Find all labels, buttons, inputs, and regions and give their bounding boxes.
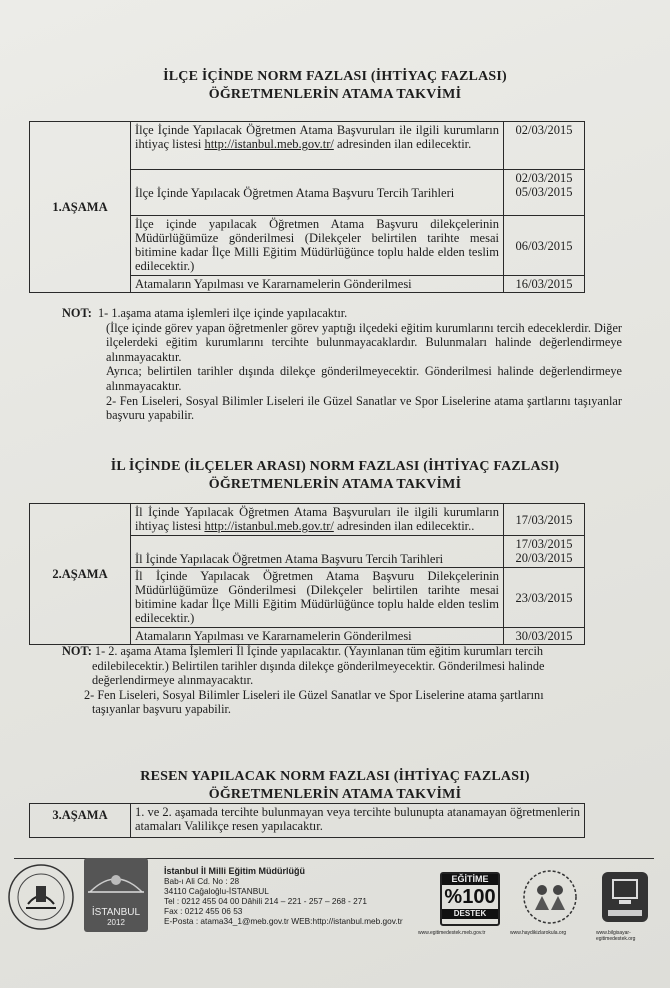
phase-2-row-4-date: 30/03/2015 [504, 628, 585, 645]
istanbul-2012-logo [84, 858, 148, 932]
haydi-kizlar-okula-logo [515, 868, 585, 926]
note-1-detail: (İlçe içinde görev yapan öğretmenler görev yaptığı ilçedeki eğitim kurumlarını tercih edeceklerdir. Diğer ilçelerdeki eğitim kurumlarını tercihte bulunmayacaklardır. Bulunmaları halinde değerlendirmeye alınmayacaktır. [106, 320, 622, 364]
istanbul-year: 2012 [107, 918, 125, 927]
footer-tel: Tel : 0212 455 04 00 Dâhili 214 – 221 - 257 – 268 - 271 [164, 896, 367, 906]
note-1-extra: Ayrıca; belirtilen tarihler dışında dilekçe gönderilmeyecektir. Gönderilmesi halinde değerlendirmeye alınmayacaktır. [106, 364, 622, 393]
section-1-title-line1: İLÇE İÇİNDE NORM FAZLASI (İHTİYAÇ FAZLASI) [163, 69, 507, 84]
phase-1-row-2-date [504, 170, 585, 216]
footer-address-2: 34110 Cağaloğlu-İSTANBUL [164, 886, 269, 896]
computer-icon [602, 872, 648, 922]
desc-text: adresinden ilan edilecektir. [333, 137, 472, 151]
meb-seal-logo [6, 862, 76, 932]
meb-link[interactable]: http://istanbul.meb.gov.tr/ [204, 137, 334, 151]
footer-email-web: E-Posta : atama34_1@meb.gov.tr WEB:http://istanbul.meb.gov.tr [164, 916, 403, 926]
footer-fax: Fax : 0212 455 06 53 [164, 906, 243, 916]
phase-2-table [29, 503, 585, 645]
phase-3-desc: 1. ve 2. aşamada tercihte bulunmayan veya tercihte bulunupta atanamayan öğretmenlerin atamaları Valilikçe resen yapılacaktır. [131, 804, 585, 838]
phase-2-row-3-date: 23/03/2015 [504, 568, 585, 628]
phase-1-row-3-date: 06/03/2015 [504, 216, 585, 276]
note-1: 1- 2. aşama Atama İşlemleri İl İçinde yapılacaktır. (Yayınlanan tüm eğitim kurumları tercih edilebilecektir.) Belirtilen tarihler dışında dilekçe gönderilmeyecektir. Gönderilmesi halinde değerlendirmeye alınmayacaktır. [92, 644, 545, 688]
footer-contact-info [164, 866, 403, 926]
section-2-title-line2: ÖĞRETMENLERİN ATAMA TAKVİMİ [208, 477, 462, 492]
phase-3-table [29, 803, 585, 838]
percent-text: %100 [444, 886, 496, 908]
phase-1-row-1-desc [131, 122, 504, 170]
phase-2-label: 2.AŞAMA [30, 504, 131, 645]
destek-text: DESTEK [442, 909, 498, 919]
egitime-text: EĞİTİME [442, 874, 498, 885]
phase-2-row-3-desc: İl İçinde Yapılacak Öğretmen Atama Başvuru Dilekçelerinin Müdürlüğümüze Gönderilmesi (Dilekçeler belirtilen tarihte mesai bitimine kadar İlçe Milli Eğitim Müdürlüğünce toplu halde elden teslim edilecektir.) [131, 568, 504, 628]
phase-1-row-1-date: 02/03/2015 [504, 122, 585, 170]
desc-text: İl İçinde Yapılacak Öğretmen Atama Başvuruları ile ilgili kurumların ihtiyaç listesi [135, 505, 499, 533]
phase-1-label: 1.AŞAMA [30, 122, 131, 293]
footer-address-1: Bab-ı Ali Cd. No : 28 [164, 876, 240, 886]
meb-link[interactable]: http://istanbul.meb.gov.tr/ [204, 519, 334, 533]
url-haydikizlar: www.haydikizlarokula.org [510, 930, 567, 936]
phase-1-row-4-desc: Atamaların Yapılması ve Kararnamelerin Gönderilmesi [131, 276, 504, 293]
phase-2-row-4-desc: Atamaların Yapılması ve Kararnamelerin Gönderilmesi [131, 628, 504, 645]
phase-2-row-2-desc: İl İçinde Yapılacak Öğretmen Atama Başvuru Tercih Tarihleri [131, 536, 504, 568]
phase-2-notes [62, 644, 562, 717]
date-end: 20/03/2015 [515, 551, 573, 565]
phase-3-label: 3.AŞAMA [30, 804, 131, 838]
bridge-icon [84, 858, 148, 902]
section-1-title-line2: ÖĞRETMENLERİN ATAMA TAKVİMİ [208, 87, 462, 102]
note-label: NOT: [62, 644, 92, 658]
phase-2-row-1-date: 17/03/2015 [504, 504, 585, 536]
phase-2-row-1-desc [131, 504, 504, 536]
egitime-destek-logo [440, 872, 500, 926]
date-start: 17/03/2015 [515, 537, 573, 551]
section-3-title-line1: RESEN YAPILACAK NORM FAZLASI (İHTİYAÇ FAZLASI) [140, 769, 530, 784]
phase-1-table [29, 121, 585, 293]
date-end: 05/03/2015 [515, 185, 573, 199]
note-1: 1- 1.aşama atama işlemleri ilçe içinde yapılacaktır. [98, 306, 348, 320]
note-2: 2- Fen Liseleri, Sosyal Bilimler Liseleri ile Güzel Sanatlar ve Spor Liselerine atama şartlarını taşıyanlar başvuru yapabilir. [106, 393, 622, 423]
date-start: 02/03/2015 [515, 171, 573, 185]
footer-org-name: İstanbul İl Milli Eğitim Müdürlüğü [164, 866, 305, 876]
phase-1-row-4-date: 16/03/2015 [504, 276, 585, 293]
section-2-title-line1: İL İÇİNDE (İLÇELER ARASI) NORM FAZLASI (İHTİYAÇ FAZLASI) [110, 459, 560, 474]
section-3-title-line2: ÖĞRETMENLERİN ATAMA TAKVİMİ [208, 787, 462, 802]
phase-1-row-2-desc: İlçe İçinde Yapılacak Öğretmen Atama Başvuru Tercih Tarihleri [131, 170, 504, 216]
url-bilgisayar: www.bilgisayar-egitimedestek.org [596, 930, 636, 942]
desc-text: adresinden ilan edilecektir.. [333, 519, 475, 533]
phase-1-notes [62, 306, 622, 423]
desc-text: İlçe İçinde Yapılacak Öğretmen Atama Başvuruları ile ilgili kurumların ihtiyaç listesi [135, 123, 499, 151]
phase-2-row-2-date [504, 536, 585, 568]
note-2: 2- Fen Liseleri, Sosyal Bilimler Liseleri ile Güzel Sanatlar ve Spor Liselerine atama şartlarını taşıyanlar başvuru yapabilir. [84, 687, 544, 717]
istanbul-text: İSTANBUL [91, 907, 141, 918]
url-egitimedestek: www.egitimedestek.meb.gov.tr [418, 930, 486, 936]
phase-1-row-3-desc: İlçe içinde yapılacak Öğretmen Atama Başvuru dilekçelerinin Müdürlüğümüze gönderilmesi (Dilekçeler belirtilen tarihte mesai bitimine kadar İlçe Milli Eğitim Müdürlüğünce toplu halde elden teslim edilecektir.) [131, 216, 504, 276]
note-label: NOT: [62, 306, 92, 320]
bilgisayarli-egitime-destek-logo [602, 872, 648, 922]
